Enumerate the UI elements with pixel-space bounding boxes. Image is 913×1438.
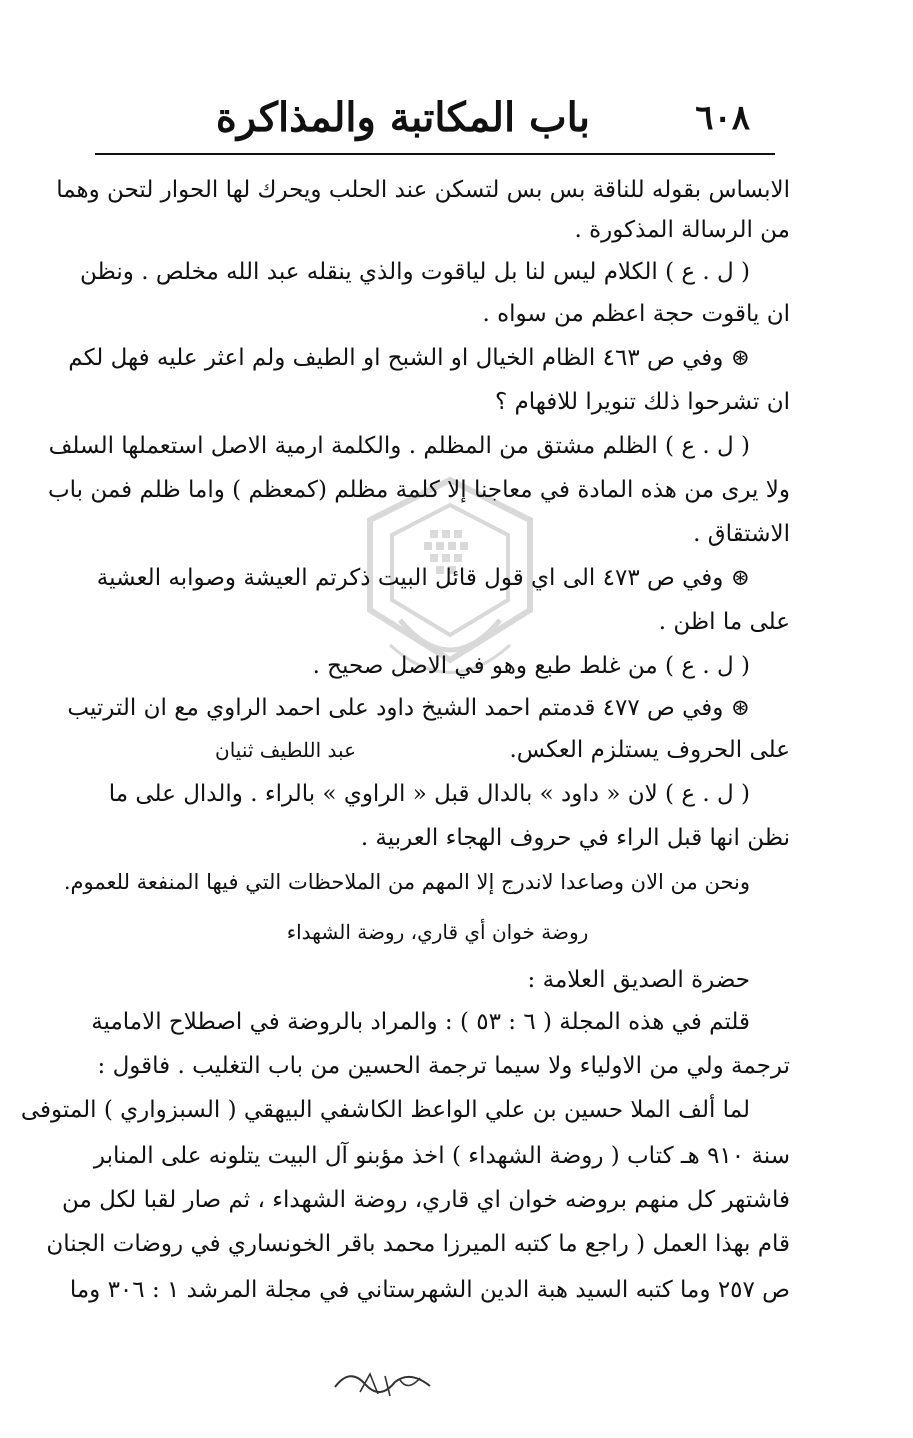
text-line: ان ياقوت حجة اعظم من سواه .: [482, 301, 790, 327]
section-heading: روضة خوان أي قاري، روضة الشهداء: [286, 920, 589, 944]
text-line: نظن انها قبل الراء في حروف الهجاء العربية .: [360, 825, 790, 851]
page-number: ٦٠٨: [695, 98, 750, 138]
text-line: ولا يرى من هذه المادة في معاجنا إلا كلمة مظلم (كمعظم ) واما ظلم فمن باب: [48, 477, 790, 503]
text-line: من الرسالة المذكورة .: [574, 217, 790, 243]
text-line: قام بهذا العمل ( راجع ما كتبه الميرزا محمد باقر الخونساري في روضات الجنان: [46, 1231, 790, 1257]
text-line: ⊛ وفي ص ٤٧٣ الى اي قول قائل البيت ذكرتم العيشة وصوابه العشية: [96, 565, 750, 591]
text-line: فاشتهر كل منهم بروضه خوان اي قاري، روضة الشهداء ، ثم صار لقبا لكل من: [62, 1187, 790, 1213]
salutation: حضرة الصديق العلامة :: [527, 967, 750, 993]
text-line: لما ألف الملا حسين بن علي الواعظ الكاشفي البيهقي ( السبزواري ) المتوفى: [20, 1097, 750, 1123]
signature: عبد اللطيف ثنيان: [215, 738, 357, 762]
text-line: قلتم في هذه المجلة ( ٦ : ٥٣ ) : والمراد بالروضة في اصطلاح الامامية: [91, 1009, 750, 1035]
header-divider: [95, 153, 775, 155]
text-line: الابساس بقوله للناقة بس بس لتسكن عند الحلب ويحرك لها الحوار لتحن وهما: [56, 177, 790, 203]
text-line: على ما اظن .: [658, 609, 790, 635]
chapter-title: باب المكاتبة والمذاكرة: [215, 94, 590, 141]
bottom-stamp-icon: [330, 1362, 440, 1402]
text-line: ( ل . ع ) الكلام ليس لنا بل لياقوت والذي ينقله عبد الله مخلص . ونظن: [80, 259, 750, 285]
text-line: ( ل . ع ) من غلط طبع وهو في الاصل صحيح .: [312, 653, 750, 679]
text-line: ان تشرحوا ذلك تنويرا للافهام ؟: [494, 389, 790, 415]
page-header: [60, 88, 750, 152]
text-line: ⊛ وفي ص ٤٧٧ قدمتم احمد الشيخ داود على احمد الراوي مع ان الترتيب: [67, 695, 750, 721]
text-line: ( ل . ع ) لان « داود » بالدال قبل « الراوي » بالراء . والدال على ما: [108, 781, 750, 807]
text-line: ترجمة ولي من الاولياء ولا سيما ترجمة الحسين من باب التغليب . فاقول :: [97, 1053, 790, 1079]
text-line: ص ٢٥٧ وما كتبه السيد هبة الدين الشهرستاني في مجلة المرشد ١ : ٣٠٦ وما: [69, 1277, 790, 1303]
text-line: ونحن من الان وصاعدا لاندرج إلا المهم من الملاحظات التي فيها المنفعة للعموم.: [63, 870, 750, 894]
text-line: ⊛ وفي ص ٤٦٣ الظام الخيال او الشبح او الطيف ولم اعثر عليه فهل لكم: [68, 345, 750, 371]
text-line: سنة ٩١٠ هـ كتاب ( روضة الشهداء ) اخذ مؤبنو آل البيت يتلونه على المنابر: [93, 1143, 790, 1169]
text-line: الاشتقاق .: [693, 521, 790, 547]
text-line: ( ل . ع ) الظلم مشتق من المظلم . والكلمة ارمية الاصل استعملها السلف: [48, 433, 750, 459]
text-line: على الحروف يستلزم العكس.: [509, 737, 790, 763]
